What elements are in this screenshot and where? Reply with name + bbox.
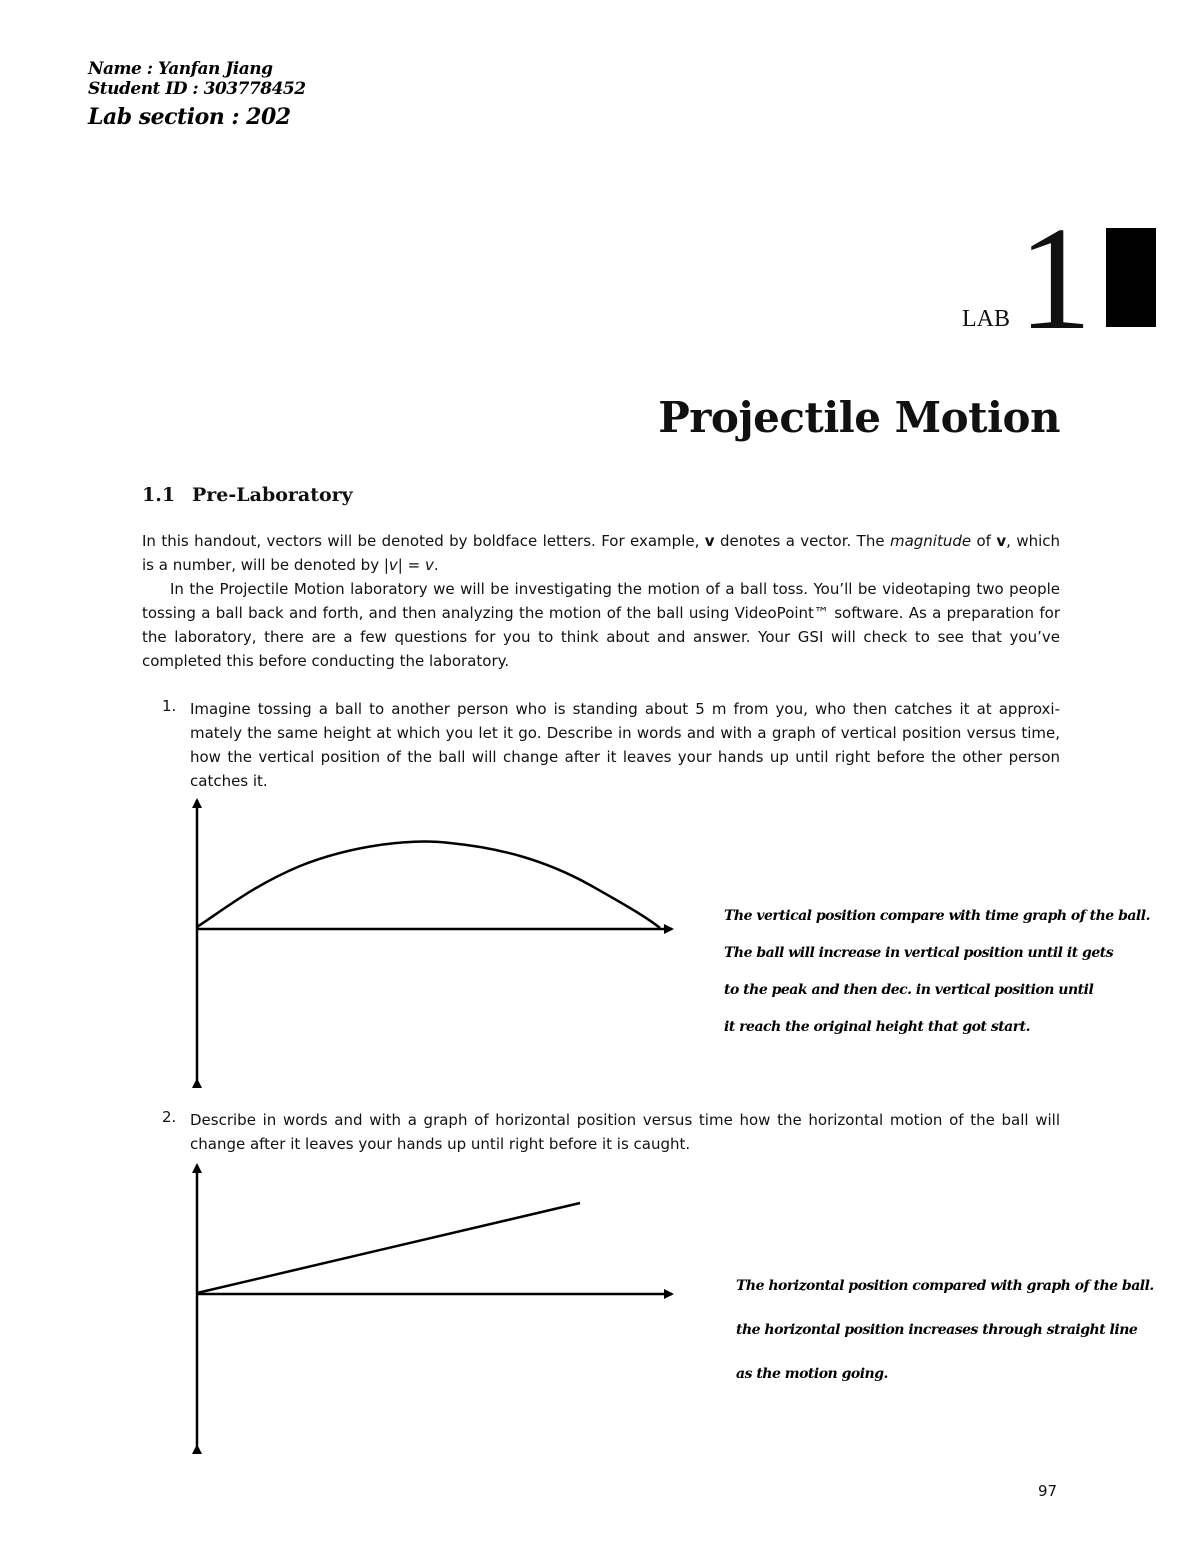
question-2-number: 2. xyxy=(162,1108,177,1126)
graph-vertical-position xyxy=(197,800,672,1080)
answer-1 xyxy=(724,898,1150,1046)
question-2-text: Describe in words and with a graph of horizontal position versus time how the horizontal motion of the ball will change after it leaves your hands up until right before it is caught. xyxy=(190,1111,1060,1153)
intro-paragraph-1: In this handout, vectors will be denoted by boldface letters. For example, v denotes a vector. The magnitude of v, which is a number, will be denoted by |v| = v. xyxy=(142,532,1061,574)
student-name: Name : Yanfan Jiang xyxy=(88,59,273,79)
section-number: 1.1 xyxy=(142,484,176,506)
graph-2-line xyxy=(197,1203,580,1293)
graph-horizontal-position xyxy=(197,1165,672,1446)
graph-1-parabola xyxy=(197,842,660,928)
question-1-number: 1. xyxy=(162,697,177,715)
question-1-text: Imagine tossing a ball to another person who is standing about 5 m from you, who then catches it at approxi-mately the same height at which you let it go. Describe in words and with a graph of vertical position versus time, how the vertical position of the ball will change after it leaves your hands up until right before the other person catches it. xyxy=(190,700,1060,790)
lab-section: Lab section : 202 xyxy=(88,104,291,131)
magnitude-term: magnitude xyxy=(889,532,972,550)
answer-2-line: as the motion going. xyxy=(736,1366,888,1382)
lab-number: 1 xyxy=(1018,197,1092,361)
answer-2-line: the horizontal position increases through straight line xyxy=(736,1322,1138,1338)
answer-1-line: The ball will increase in vertical position until it gets xyxy=(724,945,1114,961)
answer-1-line: The vertical position compare with time graph of the ball. xyxy=(724,908,1150,924)
answer-1-line: it reach the original height that got start. xyxy=(724,1019,1030,1035)
answer-2-line: The horizontal position compared with graph of the ball. xyxy=(736,1278,1154,1294)
lab-label: LAB xyxy=(962,306,1010,332)
answer-2 xyxy=(736,1264,1154,1396)
section-title: Pre-Laboratory xyxy=(192,484,353,506)
page-number: 97 xyxy=(1038,1482,1058,1500)
intro-paragraph-2: In the Projectile Motion laboratory we will be investigating the motion of a ball toss. You’ll be videotaping two people tossing a ball back and forth, and then analyzing the motion of the ball using VideoPoint™ software. As a preparation for the laboratory, there are a few questions for you to think about and answer. Your GSI will check to see that you’ve completed this before conducting the laboratory. xyxy=(142,580,1060,670)
answer-1-line: to the peak and then dec. in vertical position until xyxy=(724,982,1094,998)
page-title: Projectile Motion xyxy=(658,393,1060,442)
student-id: Student ID : 303778452 xyxy=(88,78,306,99)
